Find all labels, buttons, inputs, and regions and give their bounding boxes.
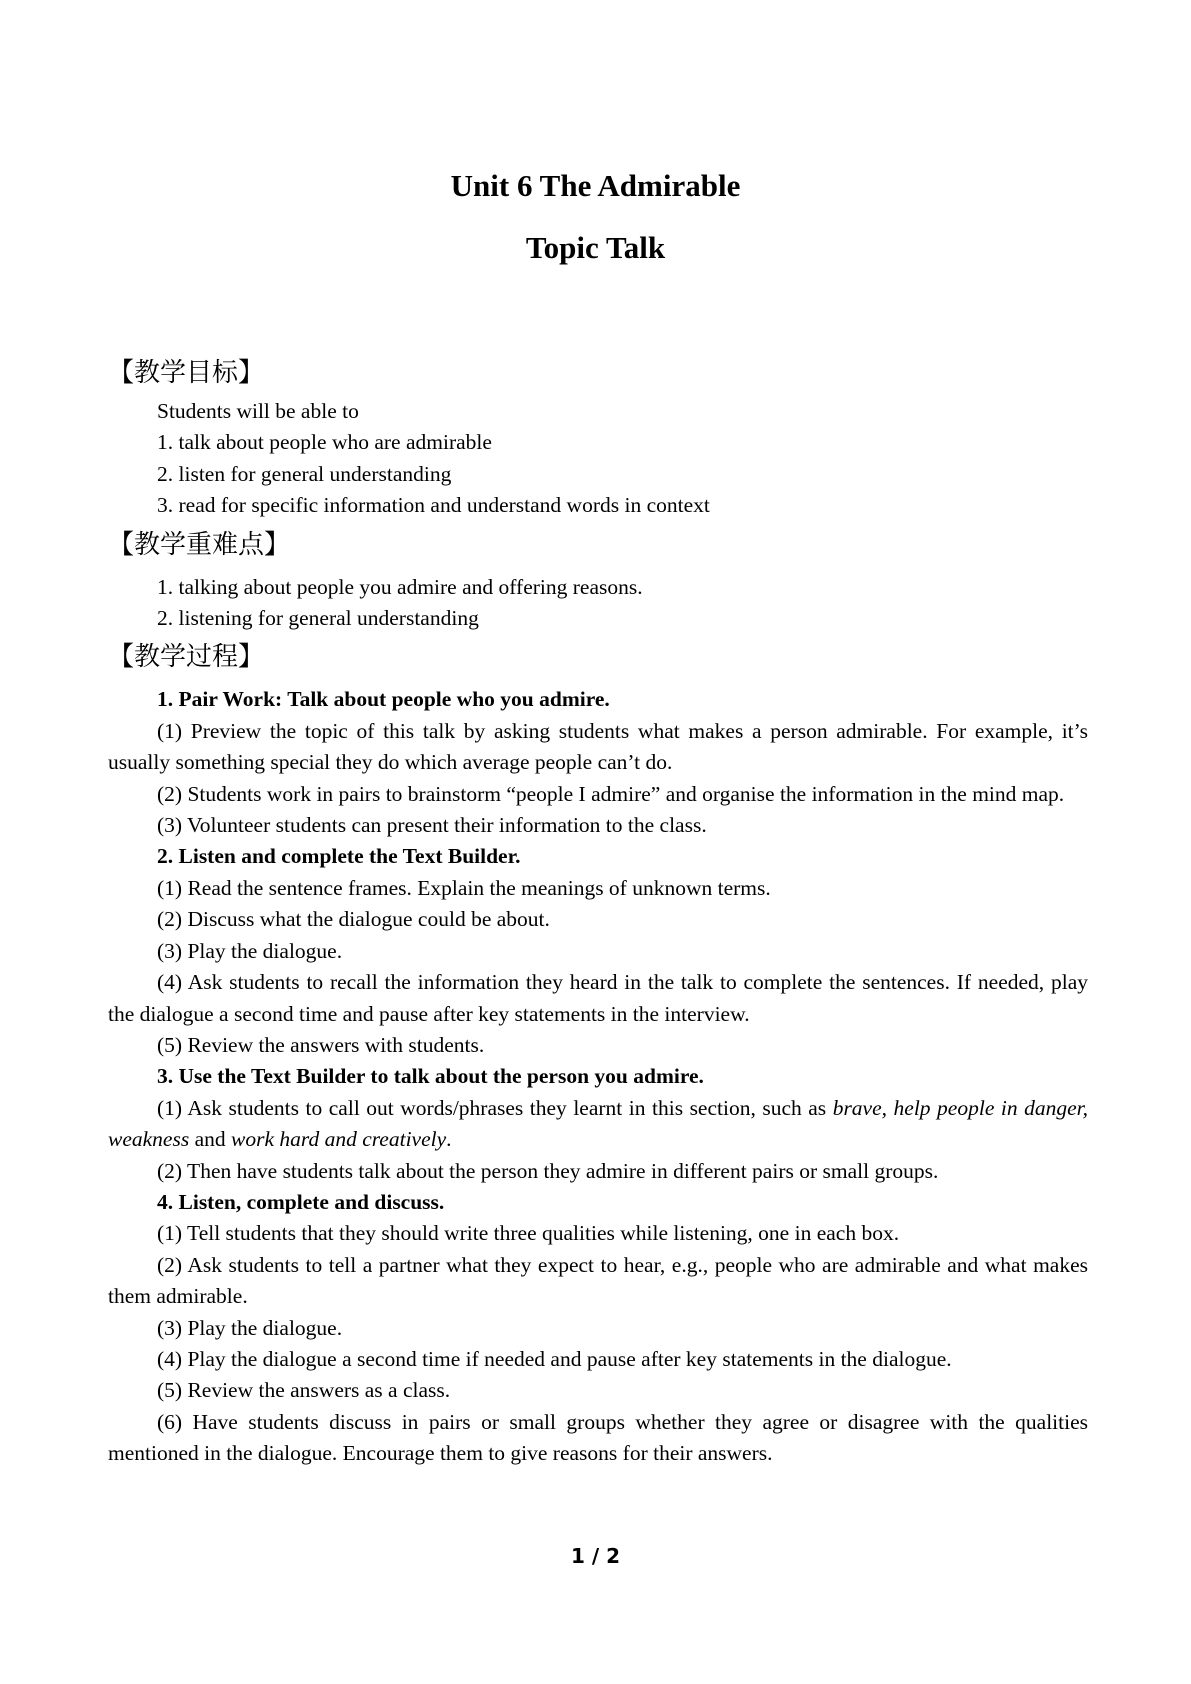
step-title: 1. Pair Work: Talk about people who you admire. — [157, 687, 610, 712]
key-point-item: 2. listening for general understanding — [157, 606, 479, 631]
section-heading-process: 【教学过程】 — [108, 642, 265, 673]
italic-phrase: brave, help people in danger, weakness — [108, 1095, 1088, 1152]
objectives-intro: Students will be able to — [157, 399, 359, 423]
italic-phrase: work hard and creatively — [231, 1127, 447, 1152]
step-paragraph: (2) Students work in pairs to brainstorm “people I admire” and organise the information in the mind map. — [157, 781, 1065, 806]
page-number: 1 / 2 — [570, 1544, 621, 1568]
document-body — [108, 356, 1088, 1470]
step-paragraph: (6) Have students discuss in pairs or small groups whether they agree or disagree with the qualities mentioned in the dialogue. Encourage them to give reasons for their answers. — [108, 1409, 1088, 1466]
step-paragraph — [108, 1093, 1088, 1156]
paragraph-text: (1) Ask students to call out words/phrases they learnt in this section, such as — [157, 1095, 833, 1120]
section-heading-key-points: 【教学重难点】 — [108, 529, 291, 560]
step-title: 4. Listen, complete and discuss. — [157, 1189, 445, 1214]
objective-item: 1. talk about people who are admirable — [157, 430, 492, 455]
paragraph-text: . — [446, 1127, 452, 1152]
objective-item: 2. listen for general understanding — [157, 461, 452, 486]
document-title: Unit 6 The Admirable — [450, 168, 741, 203]
step-paragraph: (5) Review the answers with students. — [157, 1032, 485, 1057]
step-paragraph: (5) Review the answers as a class. — [157, 1378, 451, 1403]
step-paragraph: (3) Play the dialogue. — [157, 938, 343, 963]
document-subtitle: Topic Talk — [525, 230, 666, 265]
step-paragraph: (2) Then have students talk about the person they admire in different pairs or small groups. — [157, 1158, 939, 1183]
step-title: 2. Listen and complete the Text Builder. — [157, 844, 521, 869]
step-paragraph: (1) Read the sentence frames. Explain the meanings of unknown terms. — [157, 875, 771, 900]
key-point-item: 1. talking about people you admire and offering reasons. — [157, 574, 643, 599]
step-paragraph: (4) Ask students to recall the information they heard in the talk to complete the sentences. If needed, play the dialogue a second time and pause after key statements in the interview. — [108, 970, 1088, 1026]
step-paragraph: (1) Tell students that they should write three qualities while listening, one in each box. — [157, 1221, 900, 1246]
step-paragraph: (3) Play the dialogue. — [157, 1315, 343, 1340]
step-paragraph: (1) Preview the topic of this talk by asking students what makes a person admirable. For example, it’s usually something special they do which average people can’t do. — [108, 718, 1088, 775]
step-title: 3. Use the Text Builder to talk about the person you admire. — [157, 1064, 704, 1089]
step-paragraph: (3) Volunteer students can present their information to the class. — [157, 813, 707, 838]
objective-item: 3. read for specific information and understand words in context — [157, 493, 710, 518]
step-paragraph: (4) Play the dialogue a second time if needed and pause after key statements in the dialogue. — [157, 1346, 952, 1371]
paragraph-text: and — [189, 1127, 231, 1152]
step-paragraph: (2) Discuss what the dialogue could be about. — [157, 907, 550, 932]
section-heading-objectives: 【教学目标】 — [108, 358, 265, 388]
step-paragraph: (2) Ask students to tell a partner what they expect to hear, e.g., people who are admirable and what makes them admirable. — [108, 1252, 1088, 1309]
